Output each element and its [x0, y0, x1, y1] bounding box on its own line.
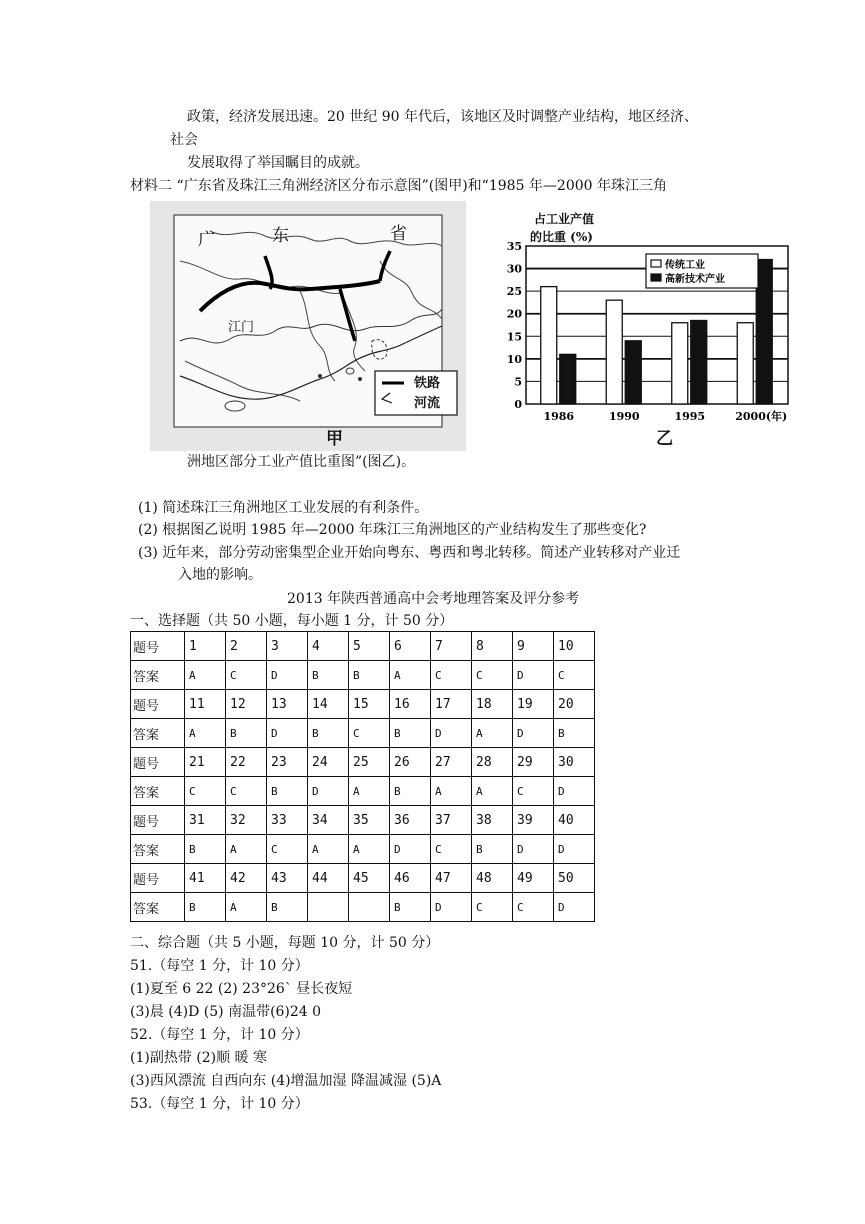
row-label-number: 题号	[131, 690, 185, 719]
answer-cell: D	[308, 777, 349, 806]
row-label-number: 题号	[131, 806, 185, 835]
answer-cell: B	[267, 777, 308, 806]
answer-cell: D	[431, 893, 472, 922]
answer-cell: A	[308, 835, 349, 864]
question-number-cell: 8	[472, 632, 513, 661]
row-label-answer: 答案	[131, 777, 185, 806]
question-number-cell: 11	[185, 690, 226, 719]
bar-chart-figure	[500, 208, 800, 454]
map-label-dong: 东	[272, 226, 289, 246]
answer-cell: D	[267, 661, 308, 690]
question-number-cell: 17	[431, 690, 472, 719]
answer-title: 2013 年陕西普通高中会考地理答案及评分参考	[287, 591, 580, 607]
answer-cell: A	[349, 777, 390, 806]
question-number-cell: 23	[267, 748, 308, 777]
question-number-row	[131, 748, 595, 777]
answer-cell: A	[431, 777, 472, 806]
answer-51-line-2: (3)晨 (4)D (5) 南温带(6)24 0	[130, 1004, 322, 1020]
answer-cell: D	[554, 777, 595, 806]
x-tick-label: 1990	[608, 410, 640, 423]
question-number-cell: 14	[308, 690, 349, 719]
question-number-row	[131, 864, 595, 893]
answer-cell: D	[554, 835, 595, 864]
answer-51-header: 51.（每空 1 分，计 10 分）	[130, 958, 309, 974]
question-number-cell: 29	[513, 748, 554, 777]
question-number-cell: 25	[349, 748, 390, 777]
legend-swatch	[651, 260, 661, 267]
material-two-line: 材料二 “广东省及珠江三角洲经济区分布示意图”(图甲)和“1985 年—2000 年珠江三角	[130, 178, 668, 194]
question-number-cell: 37	[431, 806, 472, 835]
question-number-cell: 9	[513, 632, 554, 661]
y-tick-label: 15	[506, 330, 522, 344]
answer-cell: A	[390, 661, 431, 690]
answer-cell: C	[472, 893, 513, 922]
bar-traditional	[737, 323, 753, 404]
question-number-cell: 34	[308, 806, 349, 835]
answer-cell: C	[349, 719, 390, 748]
y-tick-label: 20	[506, 307, 522, 321]
answer-cell: B	[390, 719, 431, 748]
question-number-cell: 13	[267, 690, 308, 719]
question-number-cell: 49	[513, 864, 554, 893]
question-number-cell: 33	[267, 806, 308, 835]
row-label-answer: 答案	[131, 893, 185, 922]
question-number-cell: 26	[390, 748, 431, 777]
answer-cell: A	[472, 719, 513, 748]
bar-hightech	[560, 354, 576, 404]
answer-cell: A	[185, 661, 226, 690]
legend-label: 高新技术产业	[665, 274, 725, 285]
question-number-cell: 22	[226, 748, 267, 777]
y-tick-label: 0	[514, 398, 522, 411]
answer-row	[131, 661, 595, 690]
answer-cell: B	[185, 893, 226, 922]
legend-swatch	[651, 274, 661, 281]
answer-cell: C	[267, 835, 308, 864]
question-3: (3) 近年来，部分劳动密集型企业开始向粤东、粤西和粤北转移。简述产业转移对产业迁	[138, 545, 681, 561]
bar-hightech	[691, 320, 707, 404]
answer-cell: A	[185, 719, 226, 748]
y-tick-label: 10	[506, 352, 522, 366]
answer-cell: D	[513, 719, 554, 748]
answer-cell: D	[554, 893, 595, 922]
bar-traditional	[672, 323, 688, 404]
x-tick-label: 2000(年)	[735, 410, 788, 423]
answer-cell: B	[390, 777, 431, 806]
bar-hightech	[625, 341, 641, 404]
answer-cell: C	[226, 661, 267, 690]
question-number-cell: 10	[554, 632, 595, 661]
answer-52-line-2: (3)西风漂流 自西向东 (4)增温加湿 降温减湿 (5)A	[130, 1073, 442, 1089]
map-label-sheng: 省	[390, 224, 407, 244]
answer-row	[131, 835, 595, 864]
legend-rail-label: 铁路	[414, 376, 441, 391]
question-number-cell: 45	[349, 864, 390, 893]
answer-52-header: 52.（每空 1 分，计 10 分）	[130, 1027, 309, 1043]
question-number-row	[131, 690, 595, 719]
answer-cell: B	[349, 661, 390, 690]
question-number-cell: 6	[390, 632, 431, 661]
answer-cell: B	[472, 835, 513, 864]
map-label-guang: 广	[198, 230, 215, 250]
answer-row	[131, 719, 595, 748]
row-label-answer: 答案	[131, 835, 185, 864]
y-tick-label: 35	[506, 240, 522, 253]
question-number-cell: 21	[185, 748, 226, 777]
question-number-row	[131, 632, 595, 661]
answer-cell: B	[554, 719, 595, 748]
question-number-cell: 43	[267, 864, 308, 893]
chart-caption: 乙	[656, 429, 673, 449]
answer-cell: C	[513, 893, 554, 922]
map-caption: 甲	[326, 429, 343, 449]
answer-cell: A	[226, 835, 267, 864]
answer-cell: A	[349, 835, 390, 864]
question-number-cell: 20	[554, 690, 595, 719]
x-tick-label: 1995	[674, 410, 706, 423]
bar-traditional	[606, 300, 622, 404]
legend-label: 传统工业	[665, 260, 705, 271]
map-label-jiangmen: 江门	[228, 320, 255, 335]
answer-cell: B	[267, 893, 308, 922]
intro-line-3: 发展取得了举国瞩目的成就。	[187, 155, 369, 171]
question-number-cell: 44	[308, 864, 349, 893]
question-number-cell: 42	[226, 864, 267, 893]
question-3-cont: 入地的影响。	[178, 567, 262, 583]
answer-cell: B	[308, 661, 349, 690]
answer-cell: D	[513, 661, 554, 690]
answer-cell: C	[554, 661, 595, 690]
question-number-cell: 31	[185, 806, 226, 835]
answer-cell: B	[185, 835, 226, 864]
chart-ylabel-line-2: 的比重 (%)	[530, 230, 593, 244]
answer-row	[131, 777, 595, 806]
question-number-cell: 39	[513, 806, 554, 835]
row-label-number: 题号	[131, 864, 185, 893]
bar-hightech	[756, 260, 772, 404]
question-number-cell: 47	[431, 864, 472, 893]
answer-cell: B	[390, 893, 431, 922]
question-number-cell: 40	[554, 806, 595, 835]
question-number-cell: 27	[431, 748, 472, 777]
question-number-cell: 36	[390, 806, 431, 835]
row-label-answer: 答案	[131, 661, 185, 690]
question-2: (2) 根据图乙说明 1985 年—2000 年珠江三角洲地区的产业结构发生了那些变化?	[138, 522, 647, 538]
answer-cell: C	[472, 661, 513, 690]
answer-cell: C	[431, 661, 472, 690]
answer-cell: A	[472, 777, 513, 806]
section-1-title: 一、选择题（共 50 小题，每小题 1 分，计 50 分）	[130, 613, 454, 629]
question-number-cell: 32	[226, 806, 267, 835]
question-number-cell: 41	[185, 864, 226, 893]
answer-cell: D	[513, 835, 554, 864]
question-number-cell: 7	[431, 632, 472, 661]
intro-line-1: 政策，经济发展迅速。20 世纪 90 年代后，该地区及时调整产业结构，地区经济、	[187, 109, 698, 125]
y-tick-label: 30	[506, 262, 522, 276]
question-number-cell: 1	[185, 632, 226, 661]
question-number-cell: 18	[472, 690, 513, 719]
bar-traditional	[541, 287, 557, 404]
question-number-cell: 15	[349, 690, 390, 719]
chart-plot	[500, 234, 800, 454]
question-number-cell: 4	[308, 632, 349, 661]
answer-51-line-1: (1)夏至 6 22 (2) 23°26` 昼长夜短	[130, 981, 353, 997]
answer-52-line-1: (1)副热带 (2)顺 暖 寒	[130, 1050, 268, 1066]
answer-cell	[349, 893, 390, 922]
x-tick-label: 1986	[543, 410, 575, 423]
answer-cell: D	[267, 719, 308, 748]
question-number-cell: 28	[472, 748, 513, 777]
question-number-cell: 35	[349, 806, 390, 835]
question-number-cell: 24	[308, 748, 349, 777]
answer-53-header: 53.（每空 1 分，计 10 分）	[130, 1096, 309, 1112]
question-number-cell: 12	[226, 690, 267, 719]
question-number-cell: 48	[472, 864, 513, 893]
answer-cell: C	[513, 777, 554, 806]
y-tick-label: 25	[506, 285, 522, 299]
answer-cell: A	[226, 893, 267, 922]
row-label-number: 题号	[131, 748, 185, 777]
answer-cell: B	[226, 719, 267, 748]
answer-cell: C	[226, 777, 267, 806]
row-label-answer: 答案	[131, 719, 185, 748]
question-number-cell: 3	[267, 632, 308, 661]
answer-cell: D	[431, 719, 472, 748]
answer-cell: D	[390, 835, 431, 864]
intro-line-2: 社会	[170, 132, 198, 148]
chart-ylabel-line-1: 占工业产值	[534, 212, 595, 226]
question-number-cell: 46	[390, 864, 431, 893]
question-number-cell: 19	[513, 690, 554, 719]
answer-cell: C	[185, 777, 226, 806]
row-label-number: 题号	[131, 632, 185, 661]
question-number-cell: 38	[472, 806, 513, 835]
question-number-cell: 5	[349, 632, 390, 661]
question-number-cell: 16	[390, 690, 431, 719]
answer-cell: B	[308, 719, 349, 748]
answer-cell: C	[431, 835, 472, 864]
answer-row	[131, 893, 595, 922]
answer-table	[130, 631, 595, 922]
map-figure	[150, 201, 466, 451]
question-number-cell: 2	[226, 632, 267, 661]
question-number-cell: 50	[554, 864, 595, 893]
intro-line-5: 洲地区部分工业产值比重图”(图乙)。	[187, 454, 416, 470]
answer-cell	[308, 893, 349, 922]
legend-river-label: 河流	[414, 396, 441, 411]
question-number-row	[131, 806, 595, 835]
section-2-title: 二、综合题（共 5 小题，每题 10 分，计 50 分）	[130, 935, 440, 951]
question-1: (1) 简述珠江三角洲地区工业发展的有利条件。	[138, 500, 429, 516]
y-tick-label: 5	[514, 375, 522, 389]
question-number-cell: 30	[554, 748, 595, 777]
